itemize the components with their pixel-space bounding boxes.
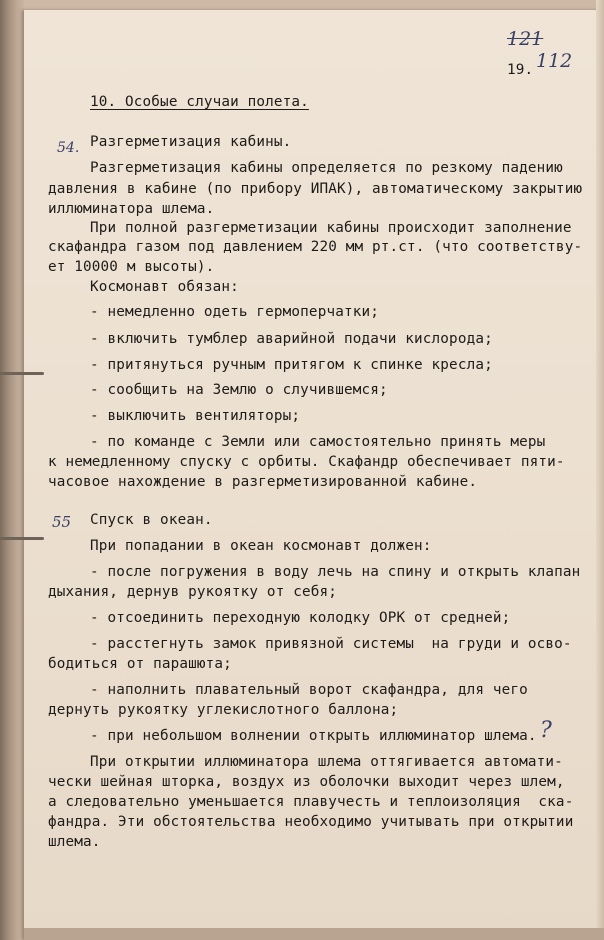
binding-ring <box>0 537 44 540</box>
text-line: чески шейная шторка, воздух из оболочки выходит через шлем, <box>48 774 565 790</box>
list-item: - отсоединить переходную колодку ОРК от средней; <box>90 610 511 626</box>
archive-number: 112 <box>536 50 573 72</box>
text-line: дернуть рукоятку углекислотного баллона; <box>48 702 399 718</box>
text-line: шлема. <box>48 834 101 850</box>
list-item: - при небольшом волнении открыть иллюминатор шлема. <box>90 728 537 744</box>
text-line: скафандра газом под давлением 220 мм рт.ст. (что соответству- <box>48 239 583 255</box>
text-line: При попадании в океан космонавт должен: <box>90 538 432 554</box>
book-binding <box>0 0 24 940</box>
section-title: 10. Особые случаи полета. <box>90 94 309 110</box>
text-line: иллюминатора шлема. <box>48 201 215 217</box>
page-bottom-edge <box>24 928 604 940</box>
list-item: - включить тумблер аварийной подачи кислорода; <box>90 331 493 347</box>
list-item: - притянуться ручным притягом к спинке кресла; <box>90 357 493 373</box>
text-line: ет 10000 м высоты). <box>48 259 215 275</box>
subsection-heading: Разгерметизация кабины. <box>90 134 292 150</box>
list-item: - по команде с Земли или самостоятельно принять меры <box>90 434 546 450</box>
text-line: Космонавт обязан: <box>90 279 239 295</box>
list-item: - после погружения в воду лечь на спину и открыть клапан <box>90 564 581 580</box>
margin-note: 54. <box>57 140 80 156</box>
text-line: фандра. Эти обстоятельства необходимо учитывать при открытии <box>48 814 574 830</box>
text-line: дыхания, дернув рукоятку от себя; <box>48 584 337 600</box>
question-mark-note: ? <box>540 718 552 743</box>
text-line: бодиться от парашюта; <box>48 656 232 672</box>
archive-number-crossed: 121 <box>507 28 544 50</box>
text-line: часовое нахождение в разгерметизированной кабине. <box>48 474 478 490</box>
page-number: 19. <box>507 62 534 78</box>
text-line: к немедленному спуску с орбиты. Скафандр обеспечивает пяти- <box>48 454 565 470</box>
margin-note: 55 <box>52 513 72 531</box>
list-item: - сообщить на Землю о случившемся; <box>90 382 388 398</box>
text-line: а следовательно уменьшается плавучесть и теплоизоляция ска- <box>48 794 574 810</box>
text-line: Разгерметизация кабины определяется по резкому падению <box>90 160 563 176</box>
text-line: При открытии иллюминатора шлема оттягивается автомати- <box>90 754 563 770</box>
list-item: - выключить вентиляторы; <box>90 408 301 424</box>
list-item: - расстегнуть замок привязной системы на груди и осво- <box>90 636 572 652</box>
text-line: давления в кабине (по прибору ИПАК), автоматическому закрытию <box>48 181 583 197</box>
page-edge <box>596 0 604 940</box>
text-line: При полной разгерметизации кабины происходит заполнение <box>90 220 572 236</box>
list-item: - немедленно одеть гермоперчатки; <box>90 304 379 320</box>
list-item: - наполнить плавательный ворот скафандра, для чего <box>90 682 528 698</box>
binding-ring <box>0 372 44 375</box>
subsection-heading: Спуск в океан. <box>90 512 213 528</box>
